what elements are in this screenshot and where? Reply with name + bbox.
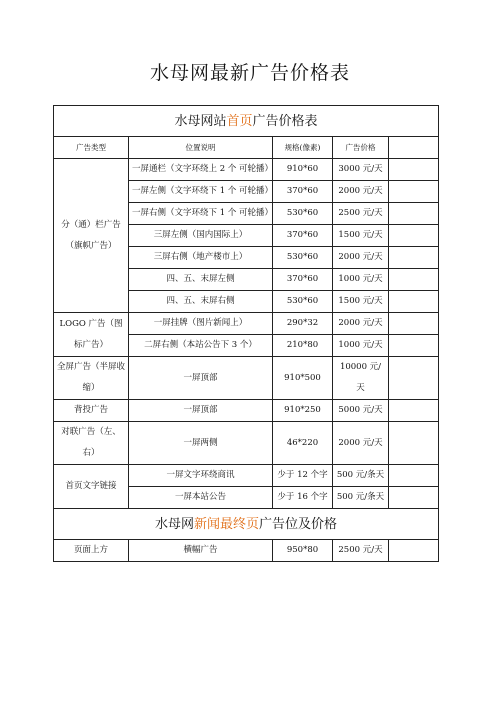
section-header-row [54, 509, 439, 540]
spec-cell: 530*60 [273, 203, 333, 225]
empty-cell [389, 487, 439, 509]
column-header-row [54, 137, 439, 159]
position-cell: 一屏两侧 [129, 422, 273, 465]
empty-cell [389, 400, 439, 422]
price-cell: 2000 元/天 [333, 422, 389, 465]
spec-cell: 210*80 [273, 335, 333, 357]
position-cell: 一屏右侧（文字环绕下 1 个 可轮播） [129, 203, 273, 225]
price-cell: 2000 元/天 [333, 181, 389, 203]
spec-cell: 少于 16 个字 [273, 487, 333, 509]
price-table [53, 105, 439, 562]
price-cell: 3000 元/天 [333, 159, 389, 181]
spec-cell: 950*80 [273, 540, 333, 562]
price-cell: 2500 元/天 [333, 203, 389, 225]
column-header: 规格(像素) [273, 137, 333, 159]
spec-cell: 46*220 [273, 422, 333, 465]
ad-type-cell: 全屏广告（半屏收缩） [54, 357, 129, 400]
empty-cell [389, 291, 439, 313]
spec-cell: 530*60 [273, 291, 333, 313]
position-cell: 一屏顶部 [129, 400, 273, 422]
empty-cell [389, 137, 439, 159]
ad-type-cell: 页面上方 [54, 540, 129, 562]
spec-cell: 370*60 [273, 181, 333, 203]
position-cell: 一屏左侧（文字环绕下 1 个 可轮播） [129, 181, 273, 203]
empty-cell [389, 540, 439, 562]
position-cell: 四、五、末屏左侧 [129, 269, 273, 291]
position-cell: 横幅广告 [129, 540, 273, 562]
ad-type-cell: 分（通）栏广告（旗帜广告） [54, 159, 129, 313]
position-cell: 一屏通栏（文字环绕上 2 个 可轮播） [129, 159, 273, 181]
section-header-row [54, 106, 439, 137]
page-title: 水母网最新广告价格表 [149, 62, 350, 84]
price-cell: 2000 元/天 [333, 313, 389, 335]
spec-cell: 910*60 [273, 159, 333, 181]
empty-cell [389, 465, 439, 487]
spec-cell: 530*60 [273, 247, 333, 269]
spec-cell: 370*60 [273, 225, 333, 247]
position-cell: 四、五、末屏右侧 [129, 291, 273, 313]
empty-cell [389, 357, 439, 400]
empty-cell [389, 422, 439, 465]
table-row [54, 400, 439, 422]
price-cell: 1500 元/天 [333, 291, 389, 313]
section-title-news-page: 水母网新闻最终页广告位及价格 [54, 509, 439, 540]
column-header: 广告价格 [333, 137, 389, 159]
position-cell: 三屏左侧（国内国际上） [129, 225, 273, 247]
price-cell: 500 元/条天 [333, 487, 389, 509]
table-row [54, 159, 439, 181]
spec-cell: 910*500 [273, 357, 333, 400]
ad-type-cell: 首页文字链接 [54, 465, 129, 509]
empty-cell [389, 269, 439, 291]
price-cell: 1000 元/天 [333, 335, 389, 357]
position-cell: 一屏顶部 [129, 357, 273, 400]
price-cell: 5000 元/天 [333, 400, 389, 422]
position-cell: 一屏文字环绕商讯 [129, 465, 273, 487]
ad-type-cell: LOGO 广告（图标广告） [54, 313, 129, 357]
spec-cell: 少于 12 个字 [273, 465, 333, 487]
position-cell: 一屏挂牌（图片新闻上） [129, 313, 273, 335]
spec-cell: 370*60 [273, 269, 333, 291]
spec-cell: 290*32 [273, 313, 333, 335]
table-row [54, 422, 439, 465]
empty-cell [389, 181, 439, 203]
column-header: 位置说明 [129, 137, 273, 159]
empty-cell [389, 247, 439, 269]
position-cell: 三屏右侧（地产楼市上） [129, 247, 273, 269]
table-row [54, 540, 439, 562]
ad-type-cell: 对联广告（左、右） [54, 422, 129, 465]
price-cell: 10000 元/天 [333, 357, 389, 400]
position-cell: 一屏本站公告 [129, 487, 273, 509]
spec-cell: 910*250 [273, 400, 333, 422]
table-row [54, 313, 439, 335]
empty-cell [389, 335, 439, 357]
price-cell: 2000 元/天 [333, 247, 389, 269]
section-title-homepage: 水母网站首页广告价格表 [54, 106, 439, 137]
position-cell: 二屏右侧（本站公告下 3 个） [129, 335, 273, 357]
ad-type-cell: 背投广告 [54, 400, 129, 422]
column-header: 广告类型 [54, 137, 129, 159]
price-cell: 1500 元/天 [333, 225, 389, 247]
table-row [54, 357, 439, 400]
price-cell: 500 元/条天 [333, 465, 389, 487]
empty-cell [389, 225, 439, 247]
empty-cell [389, 203, 439, 225]
price-cell: 2500 元/天 [333, 540, 389, 562]
empty-cell [389, 313, 439, 335]
price-cell: 1000 元/天 [333, 269, 389, 291]
table-row [54, 465, 439, 487]
empty-cell [389, 159, 439, 181]
